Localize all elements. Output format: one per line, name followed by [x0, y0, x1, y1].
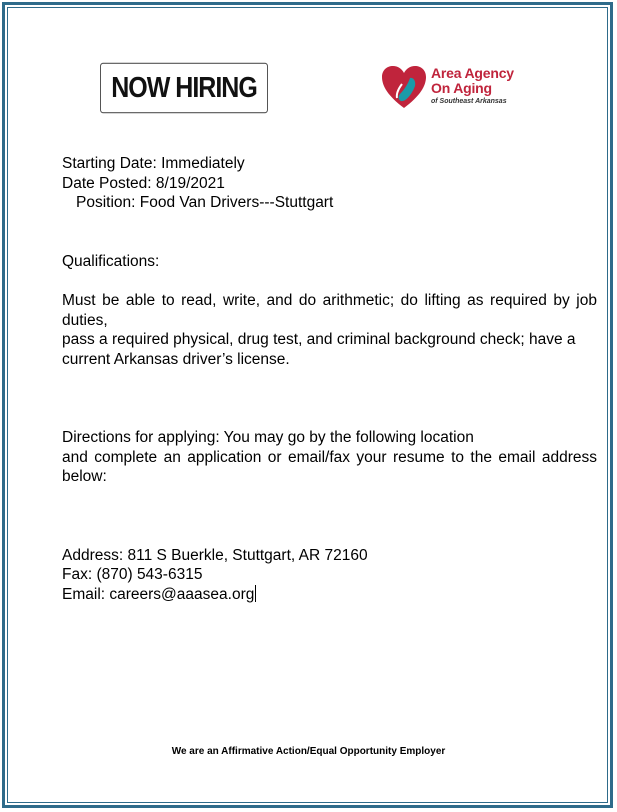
footer-statement: We are an Affirmative Action/Equal Opportunity Employer	[171, 746, 446, 757]
starting-date: Starting Date: Immediately	[62, 155, 245, 172]
posting-body	[62, 154, 597, 604]
directions-line-1: Directions for applying: You may go by the following location	[62, 429, 474, 446]
logo-line-2: On Aging	[431, 80, 492, 96]
directions-line-2: and complete an application or email/fax your resume to the email address below:	[62, 448, 597, 485]
position: Position: Food Van Drivers---Stuttgart	[76, 194, 334, 211]
qualifications-line-3: current Arkansas driver’s license.	[62, 350, 290, 368]
agency-logo	[380, 64, 530, 112]
qualifications-line-2: pass a required physical, drug test, and criminal background check; have a	[62, 331, 576, 348]
contact-address: Address: 811 S Buerkle, Stuttgart, AR 72160	[62, 546, 368, 564]
contact-fax: Fax: (870) 543-6315	[62, 566, 203, 583]
heart-hand-icon	[380, 64, 428, 110]
contact-email-line	[62, 585, 597, 605]
now-hiring-badge: NOW HIRING	[100, 63, 268, 114]
contact-email[interactable]: Email: careers@aaasea.org	[62, 585, 255, 603]
qualifications-line-1: Must be able to read, write, and do arithmetic; do lifting as required by job duties,	[62, 292, 597, 329]
text-cursor	[255, 585, 256, 602]
logo-line-1: Area Agency	[431, 65, 514, 81]
date-posted: Date Posted: 8/19/2021	[62, 174, 225, 192]
qualifications-heading: Qualifications:	[62, 252, 160, 270]
logo-line-3: of Southeast Arkansas	[431, 98, 507, 105]
